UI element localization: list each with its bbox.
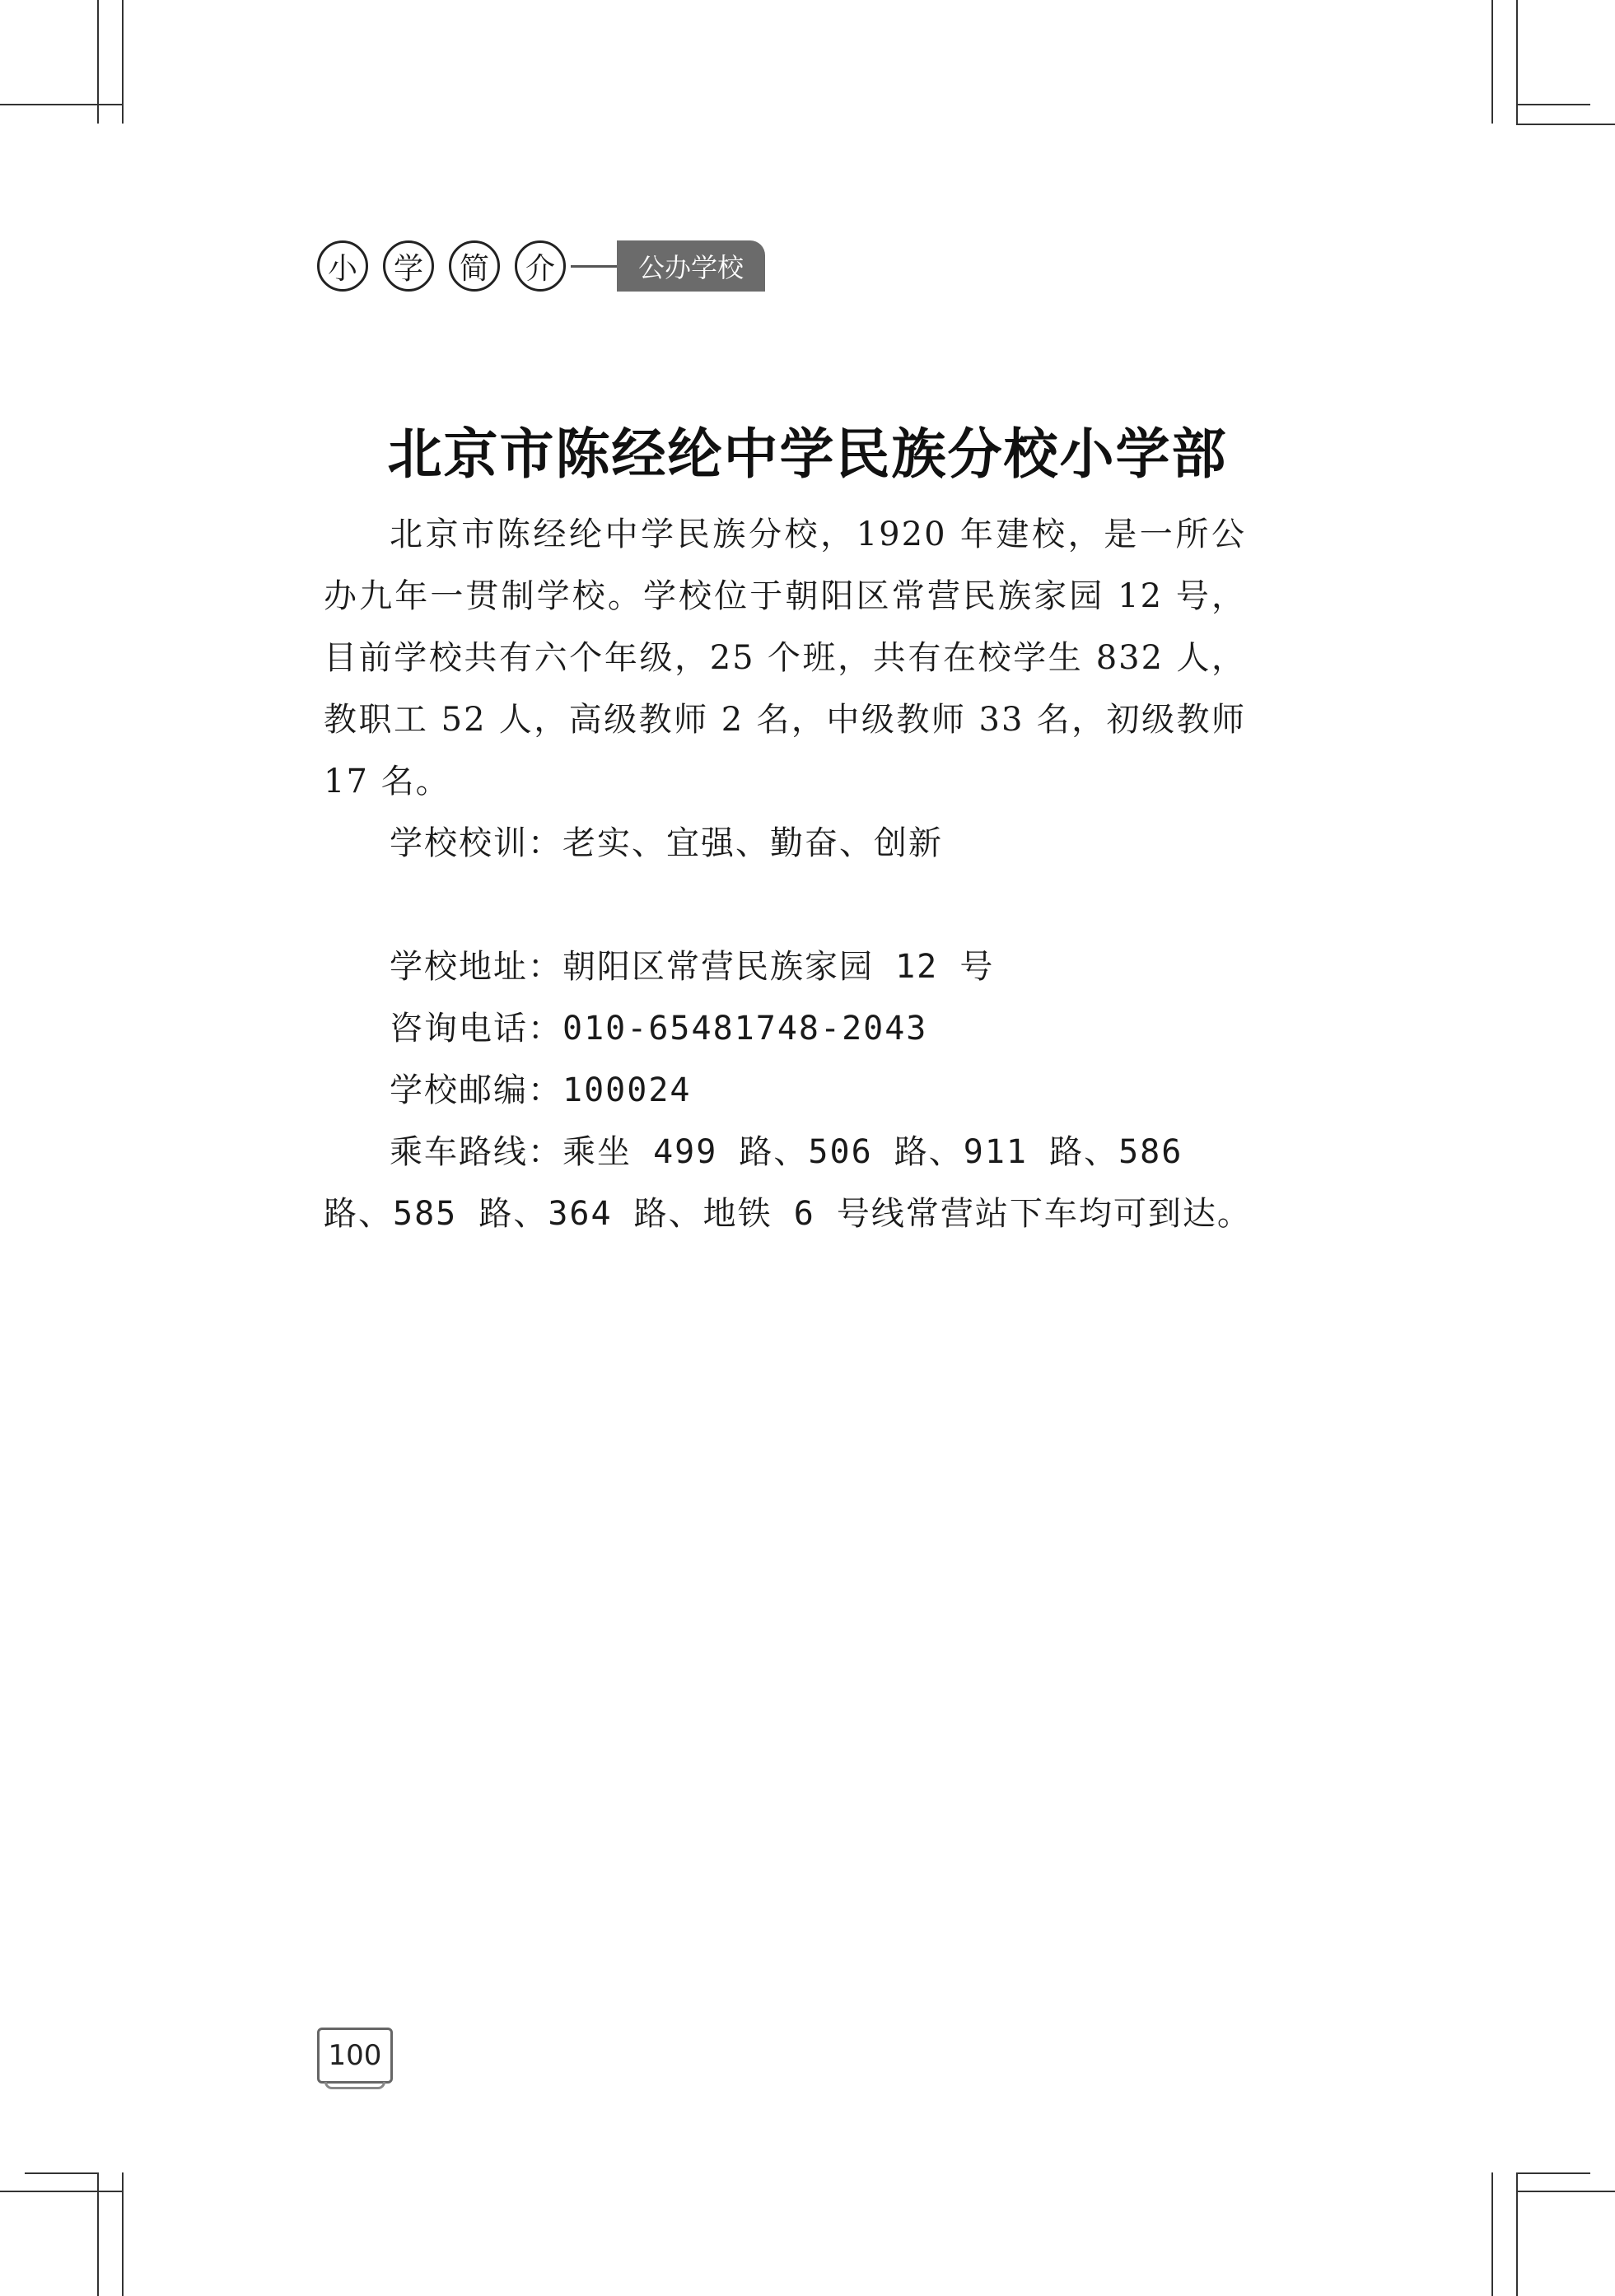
category-tab: 公办学校 — [617, 240, 765, 292]
address-line: 学校地址：朝阳区常营民族家园 12 号 — [390, 948, 995, 986]
crop-mark — [122, 2172, 124, 2296]
header-char: 学 — [383, 240, 434, 292]
page-number: 100 — [317, 2028, 393, 2084]
crop-mark — [25, 104, 99, 105]
school-motto: 学校校训：老实、宜强、勤奋、创新 — [390, 824, 943, 862]
crop-mark — [1491, 2172, 1493, 2296]
header-connector-line — [571, 265, 617, 268]
phone-line: 咨询电话：010-65481748-2043 — [390, 1010, 928, 1048]
section-header — [317, 237, 765, 295]
crop-mark — [122, 0, 124, 124]
crop-mark — [25, 2172, 99, 2174]
crop-mark — [1516, 124, 1615, 125]
crop-mark — [0, 2191, 122, 2192]
header-char: 简 — [449, 240, 500, 292]
crop-mark — [1516, 2191, 1615, 2192]
intro-section — [324, 504, 1246, 875]
contact-info — [324, 936, 1254, 1245]
header-char: 小 — [317, 240, 368, 292]
route-line: 乘车路线：乘坐 499 路、506 路、911 路、586 路、585 路、364 路、地铁 6 号线常营站下车均可到达。 — [324, 1133, 1252, 1233]
postcode-line: 学校邮编：100024 — [390, 1071, 692, 1109]
page-title: 北京市陈经纶中学民族分校小学部 — [387, 422, 1228, 486]
intro-paragraph: 北京市陈经纶中学民族分校，1920 年建校，是一所公办九年一贯制学校。学校位于朝阳区常营民族家园 12 号，目前学校共有六个年级，25 个班，共有在校学生 832 人，教职工 52 人，高级教师 2 名，中级教师 33 名，初级教师 17 名。 — [324, 516, 1246, 800]
crop-mark — [1516, 104, 1590, 105]
crop-mark — [1491, 0, 1493, 124]
crop-mark — [1516, 2172, 1590, 2174]
header-char: 介 — [515, 240, 566, 292]
